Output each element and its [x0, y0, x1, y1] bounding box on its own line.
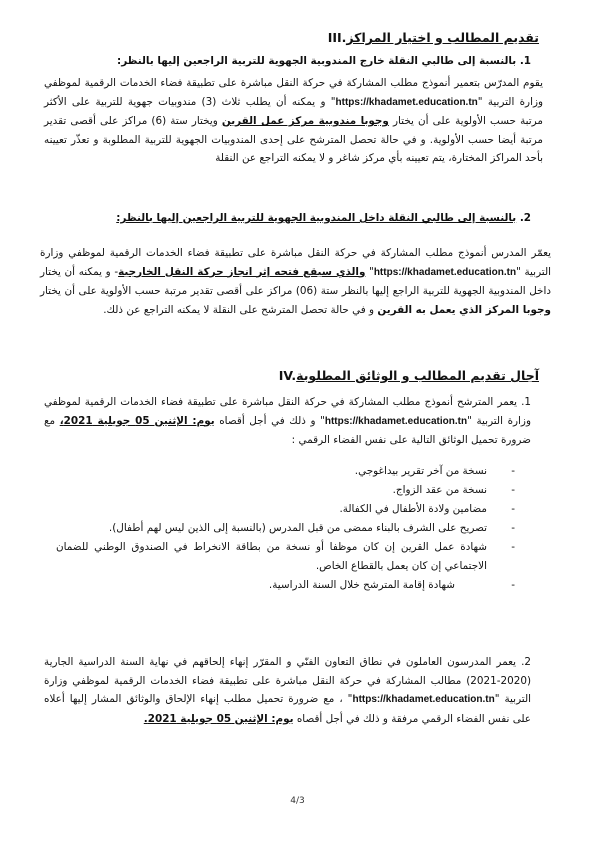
platform-url: https://khadamet.education.tn	[335, 96, 478, 108]
section-iii-item-2-heading	[44, 212, 531, 224]
list-item: - تصريح على الشرف بالبناء ممضى من قبل المدرس (بالنسبة إلى الذين ليس لهم أطفال).	[56, 519, 515, 538]
item-title: بالنسبة إلى طالبي النقلة داخل المندوبية الجهوية للتربية الراجعين إليها بالنظر:	[116, 212, 517, 224]
platform-url: https://khadamet.education.tn	[324, 415, 468, 427]
deadline-date: يوم: الإثنين 05 جويلية 2021،	[59, 414, 215, 427]
list-item: - نسخة من عقد الزواج.	[56, 481, 515, 500]
item-number: 1.	[521, 396, 531, 408]
section-iii-number: III.	[327, 30, 347, 45]
section-iv-item-2-paragraph	[44, 653, 531, 728]
text-run: يعمّر المدرس أنموذج مطلب المشاركة في حركة النقل مباشرة على تطبيقة فضاء الخدمات الرقمية لموظفي وزارة التربية "	[40, 247, 551, 278]
section-iv-title: آجال تقديم المطالب و الوثائق المطلوبة	[296, 368, 539, 383]
text-run: يعمر المدرسون العاملون في نطاق التعاون الفنّي و المقرّر إنهاء إلحاقهم في نهاية السنة الدراسية الجارية (2020-2021) مطالب المشاركة في حركة النقل مباشرة على تطبيقة فضاء الخدمات الرقمية لموظفي وزارة التربية "	[44, 656, 531, 706]
text-run: " ، مع ضرورة تحميل مطلب إنهاء الإلحاق والوثائق المشار إليها أعلاه على نفس الفضاء الرقمي مرفقة و ذلك في أجل أقصاه	[44, 693, 531, 725]
item-number: 2.	[519, 212, 531, 224]
list-item: - شهادة عمل القرين إن كان موظفا أو نسخة من بطاقة الانخراط في الصندوق الوطني للضمان الاجتماعي إن كان يعمل بالقطاع الخاص.	[56, 538, 515, 576]
section-iii-title: تقديم المطالب و اختيار المراكز	[346, 30, 539, 45]
section-iv-number: IV.	[278, 368, 297, 383]
text-run: يعمر المترشح أنموذج مطلب المشاركة في حركة النقل مباشرة على تطبيقة فضاء الخدمات الرقمية لموظفي وزارة التربية "	[44, 396, 531, 427]
list-item: - مضامين ولادة الأطفال في الكفالة.	[56, 500, 515, 519]
item-title: بالنسبة إلى طالبي النقلة خارج المندوبية الجهوية للتربية الراجعين إليها بالنظر:	[117, 55, 517, 67]
text-run: " و يمكنه أن يطلب ثلاث (3) مندوبيات جهوية للتربية على الأكثر مرتبة حسب الأولوية على أن يختار	[44, 95, 543, 128]
emphasis-text: وجوبا مندوبية مركز عمل القرين	[221, 115, 389, 128]
emphasis-text: وجوبا المركز الذي يعمل به القرين	[377, 303, 551, 316]
text-run: مع ضرورة تحميل الوثائق التالية على نفس الفضاء الرقمي :	[44, 414, 531, 447]
deadline-date: يوم: الإثنين 05 جويلية 2021.	[143, 712, 294, 725]
item-number: 2.	[521, 656, 531, 668]
platform-url: https://khadamet.education.tn	[352, 694, 495, 706]
section-iii-item-1-heading	[44, 55, 531, 67]
text-run: " و ذلك في أجل أقصاه	[219, 414, 325, 427]
section-iv-heading	[261, 368, 539, 383]
text-run: يقوم المدرّس بتعمير أنموذج مطلب المشاركة في حركة النقل مباشرة على تطبيقة فضاء الخدمات الرقمية لموظفي وزارة التربية "	[44, 77, 543, 108]
text-run: "	[365, 265, 374, 278]
required-documents-list	[56, 462, 515, 595]
list-item: - شهادة إقامة المترشح خلال السنة الدراسية.	[56, 576, 515, 595]
page-number: 4/3	[290, 796, 305, 806]
text-run: ويختار ستة (6) مراكز على أقصى تقدير مرتبة أيضا حسب الأولوية. و في حالة تحصل المترشح على إحدى المندوبيات الجهوية للتربية المطلوبة و تعذّر تعيينه بأحد المراكز المختارة، يتم تعيينه بأي مركز شاغر و لا يمكنه التراجع عن النقلة	[44, 115, 543, 165]
section-iii-item-2-paragraph	[40, 244, 551, 319]
section-iii-heading	[310, 30, 539, 45]
item-number: 1.	[519, 55, 531, 67]
emphasis-text: والذي سيقع فتحه إثر انجاز حركة النقل الخارجية	[118, 265, 366, 278]
text-run: و في حالة تحصل المترشح على النقلة لا يمكنه التراجع عن ذلك.	[103, 303, 375, 316]
section-iv-item-1-paragraph	[44, 393, 531, 450]
platform-url: https://khadamet.education.tn	[373, 266, 517, 278]
list-item: - نسخة من آخر تقرير بيداغوجي.	[56, 462, 515, 481]
text-run: - و يمكنه أن يختار داخل المندوبية الجهوية للتربية الراجع إليها بالنظر ستة (06) مراكز على أقصى تقدير مرتبة حسب الأولوية على أن يختار	[40, 265, 551, 298]
section-iii-item-1-paragraph	[44, 74, 543, 168]
